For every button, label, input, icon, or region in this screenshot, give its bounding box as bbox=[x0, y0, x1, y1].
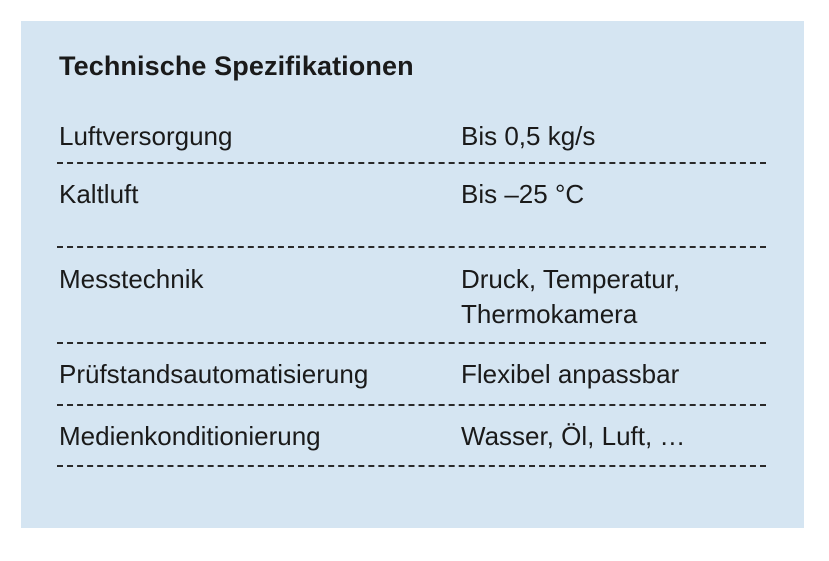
spec-value: Bis 0,5 kg/s bbox=[461, 121, 596, 151]
row-divider bbox=[57, 404, 766, 406]
spec-value bbox=[461, 262, 680, 332]
row-divider bbox=[57, 246, 766, 248]
spec-label: Messtechnik bbox=[59, 264, 204, 294]
spec-label: Medienkonditionierung bbox=[59, 421, 321, 451]
spec-panel bbox=[21, 21, 804, 528]
spec-label: Prüfstandsautomatisierung bbox=[59, 359, 369, 389]
row-divider bbox=[57, 342, 766, 344]
row-divider bbox=[57, 162, 766, 164]
spec-label: Luftversorgung bbox=[59, 121, 233, 151]
spec-value: Bis –25 °C bbox=[461, 179, 585, 209]
spec-value-line: Druck, Temperatur, bbox=[461, 264, 681, 294]
spec-value-line: Thermokamera bbox=[461, 299, 638, 329]
spec-value: Flexibel anpassbar bbox=[461, 359, 680, 389]
spec-label: Kaltluft bbox=[59, 179, 139, 209]
spec-value: Wasser, Öl, Luft, … bbox=[461, 421, 686, 451]
row-divider bbox=[57, 465, 766, 467]
panel-title: Technische Spezifikationen bbox=[59, 51, 414, 81]
